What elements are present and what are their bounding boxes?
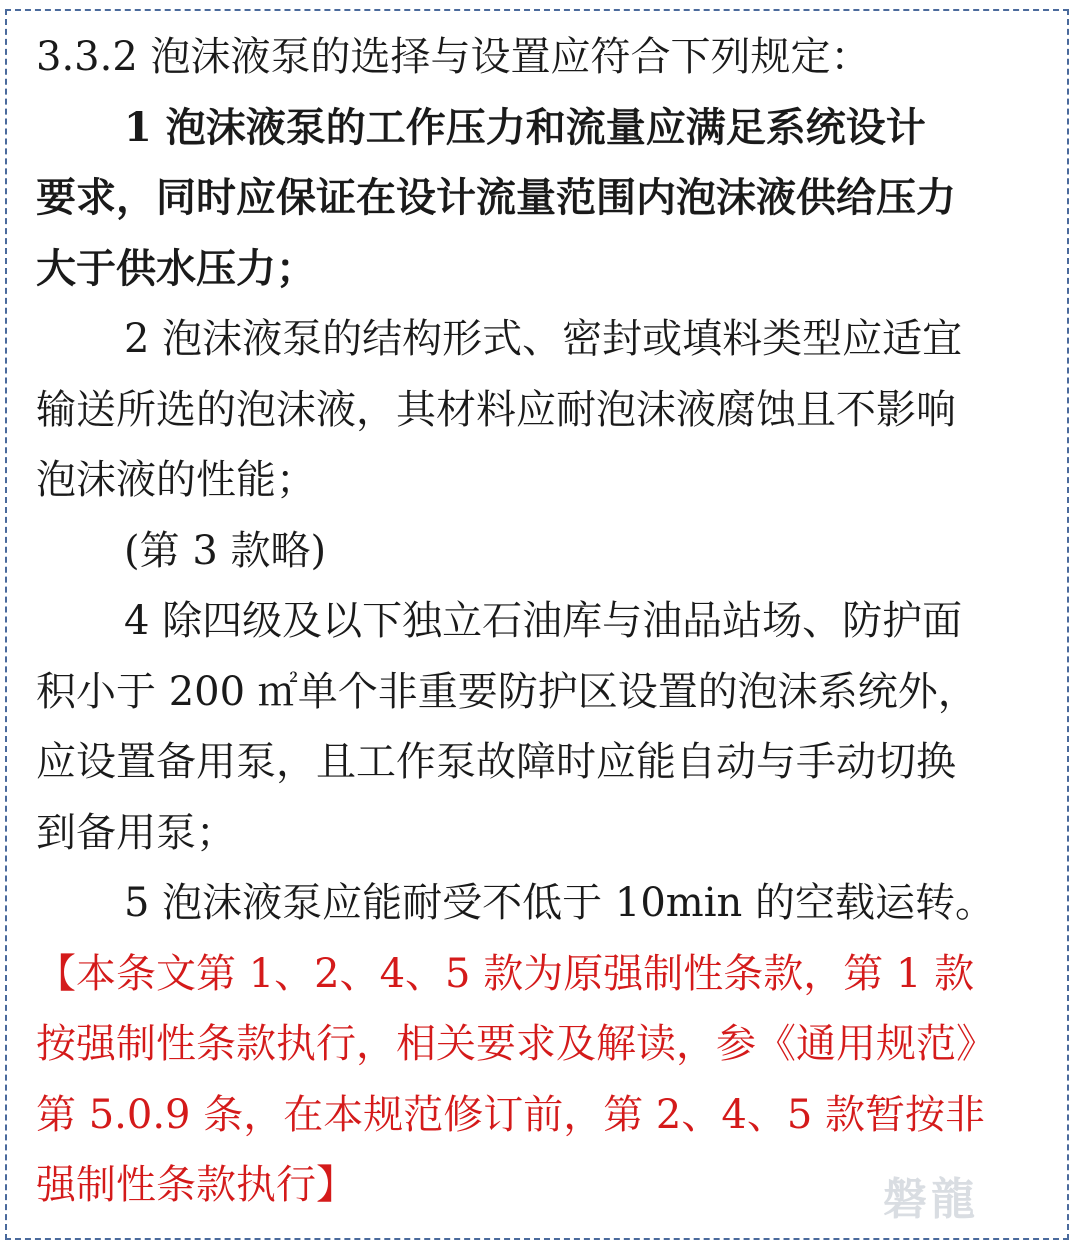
item-4-line-2: 积小于 200 ㎡单个非重要防护区设置的泡沫系统外， — [36, 668, 978, 715]
item-4-line-1: 4 除四级及以下独立石油库与油品站场、防护面 — [124, 598, 963, 644]
item-1-line-3: 大于供水压力； — [36, 244, 316, 292]
note-line-2: 按强制性条款执行，相关要求及解读，参《通用规范》 — [36, 1021, 996, 1067]
item-5: 5 泡沫液泵应能耐受不低于 10min 的空载运转。 — [124, 880, 995, 926]
item-4-line-4: 到备用泵； — [36, 809, 236, 856]
note-line-1: 【本条文第 1、2、4、5 款为原强制性条款，第 1 款 — [36, 950, 975, 997]
note-line-3: 第 5.0.9 条，在本规范修订前，第 2、4、5 款暂按非 — [36, 1091, 985, 1138]
item-1-line-2: 要求，同时应保证在设计流量范围内泡沫液供给压力 — [36, 174, 956, 221]
clause-heading: 3.3.2 泡沫液泵的选择与设置应符合下列规定： — [36, 34, 871, 80]
item-1-line-1: 1 泡沫液泵的工作压力和流量应满足系统设计 — [124, 103, 926, 151]
item-4-line-3: 应设置备用泵，且工作泵故障时应能自动与手动切换 — [36, 739, 956, 785]
item-2-line-1: 2 泡沫液泵的结构形式、密封或填料类型应适宜 — [124, 316, 963, 362]
item-2-line-3: 泡沫液的性能； — [36, 457, 316, 503]
item-2-line-2: 输送所选的泡沫液，其材料应耐泡沫液腐蚀且不影响 — [36, 386, 956, 433]
document-body — [36, 22, 1046, 1221]
note-line-4: 强制性条款执行】 — [36, 1162, 356, 1208]
watermark-logo: 磐龍 — [883, 1174, 979, 1225]
item-3-omitted: (第 3 款略) — [124, 527, 327, 574]
